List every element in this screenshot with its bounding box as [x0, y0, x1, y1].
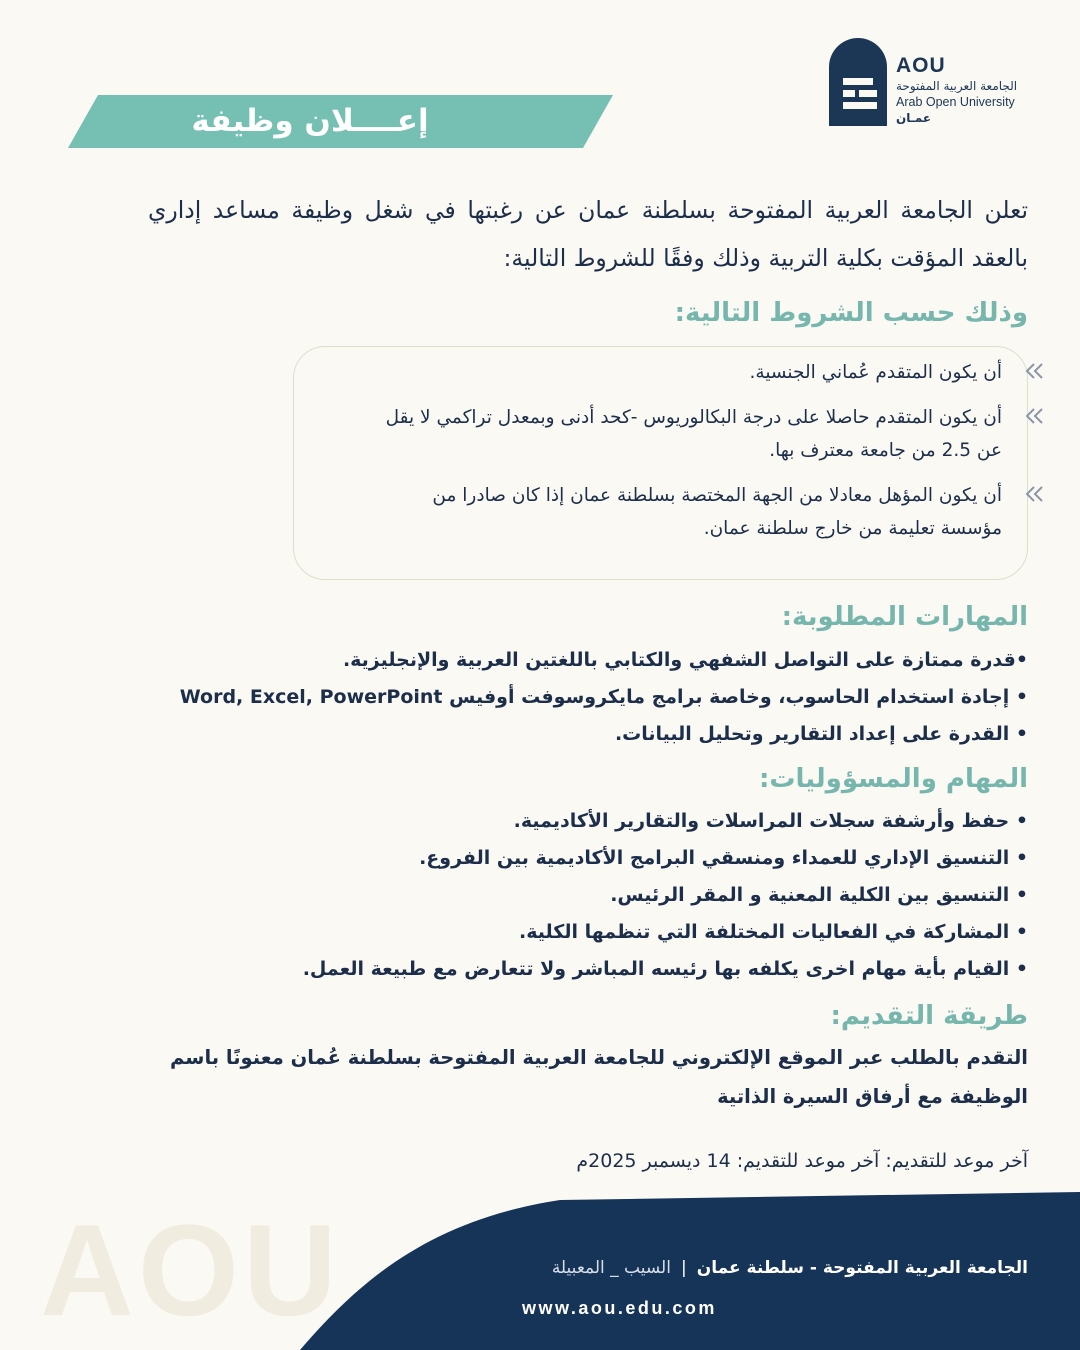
deadline-text: آخر موعد للتقديم: آخر موعد للتقديم: 14 ديسمبر 2025م	[576, 1150, 1028, 1172]
footer-location: السيب _ المعبيلة	[551, 1258, 671, 1278]
duty-item: • القيام بأية مهام اخرى يكلفه بها رئيسه المباشر ولا تتعارض مع طبيعة العمل.	[302, 958, 1028, 980]
page-title: إعــــلان وظيفة	[191, 103, 429, 139]
footer-address	[378, 1258, 1028, 1278]
condition-item: أن يكون المتقدم حاصلا على درجة البكالوريوس -كحد أدنى وبمعدل تراكمي لا يقل عن 2.5 من جامعة معترف بها.	[372, 401, 1002, 467]
double-chevron-icon	[1024, 406, 1048, 426]
logo-text	[896, 54, 1056, 126]
intro-paragraph: تعلن الجامعة العربية المفتوحة بسلطنة عمان عن رغبتها في شغل وظيفة مساعد إداري بالعقد المؤقت بكلية التربية وذلك وفقًا للشروط التالية:	[148, 196, 1028, 272]
logo-branch: عمـان	[896, 111, 932, 125]
skills-title: المهارات المطلوبة:	[781, 602, 1028, 632]
skill-item: • إجادة استخدام الحاسوب، وخاصة برامج مايكروسوفت أوفيس Word, Excel, PowerPoint	[179, 686, 1028, 708]
apply-text: التقدم بالطلب عبر الموقع الإلكتروني للجامعة العربية المفتوحة بسلطنة عُمان معنونًا باسم الوظيفة مع أرفاق السيرة الذاتية	[169, 1046, 1028, 1108]
duty-item: • المشاركة في الفعاليات المختلفة التي تنظمها الكلية.	[519, 921, 1028, 943]
double-chevron-icon	[1024, 484, 1048, 504]
logo-english-name: Arab Open University	[896, 95, 1015, 109]
website-link[interactable]: www.aou.edu.com	[522, 1298, 717, 1318]
skills-list	[128, 642, 1028, 753]
duty-item: • التنسيق الإداري للعمداء ومنسقي البرامج الأكاديمية بين الفروع.	[419, 847, 1028, 869]
duty-item: • حفظ وأرشفة سجلات المراسلات والتقارير الأكاديمية.	[513, 810, 1028, 832]
logo-abbr: AOU	[896, 54, 946, 77]
condition-item: أن يكون المتقدم عُماني الجنسية.	[372, 356, 1002, 389]
condition-item: أن يكون المؤهل معادلا من الجهة المختصة بسلطنة عمان إذا كان صادرا من مؤسسة تعليمة من خارج سلطنة عمان.	[372, 479, 1002, 545]
duties-list	[128, 803, 1028, 988]
watermark-logo: AOU	[40, 1197, 341, 1343]
conditions-list	[372, 356, 1002, 557]
footer-separator: |	[680, 1258, 687, 1278]
logo-arabic-name: الجامعة العربية المفتوحة	[896, 79, 1018, 93]
skill-item: • القدرة على إعداد التقارير وتحليل البيانات.	[614, 723, 1028, 745]
double-chevron-icon	[1024, 361, 1048, 381]
footer-org: الجامعة العربية المفتوحة - سلطنة عمان	[696, 1258, 1028, 1278]
duties-title: المهام والمسؤوليات:	[759, 764, 1028, 794]
skill-item: •قدرة ممتازة على التواصل الشفهي والكتابي باللغتين العربية والإنجليزية.	[342, 649, 1028, 671]
aou-logo-icon	[829, 38, 887, 126]
apply-title: طريقة التقديم:	[830, 1001, 1028, 1031]
duty-item: • التنسيق بين الكلية المعنية و المقر الرئيس.	[610, 884, 1028, 906]
conditions-title: وذلك حسب الشروط التالية:	[674, 298, 1028, 328]
